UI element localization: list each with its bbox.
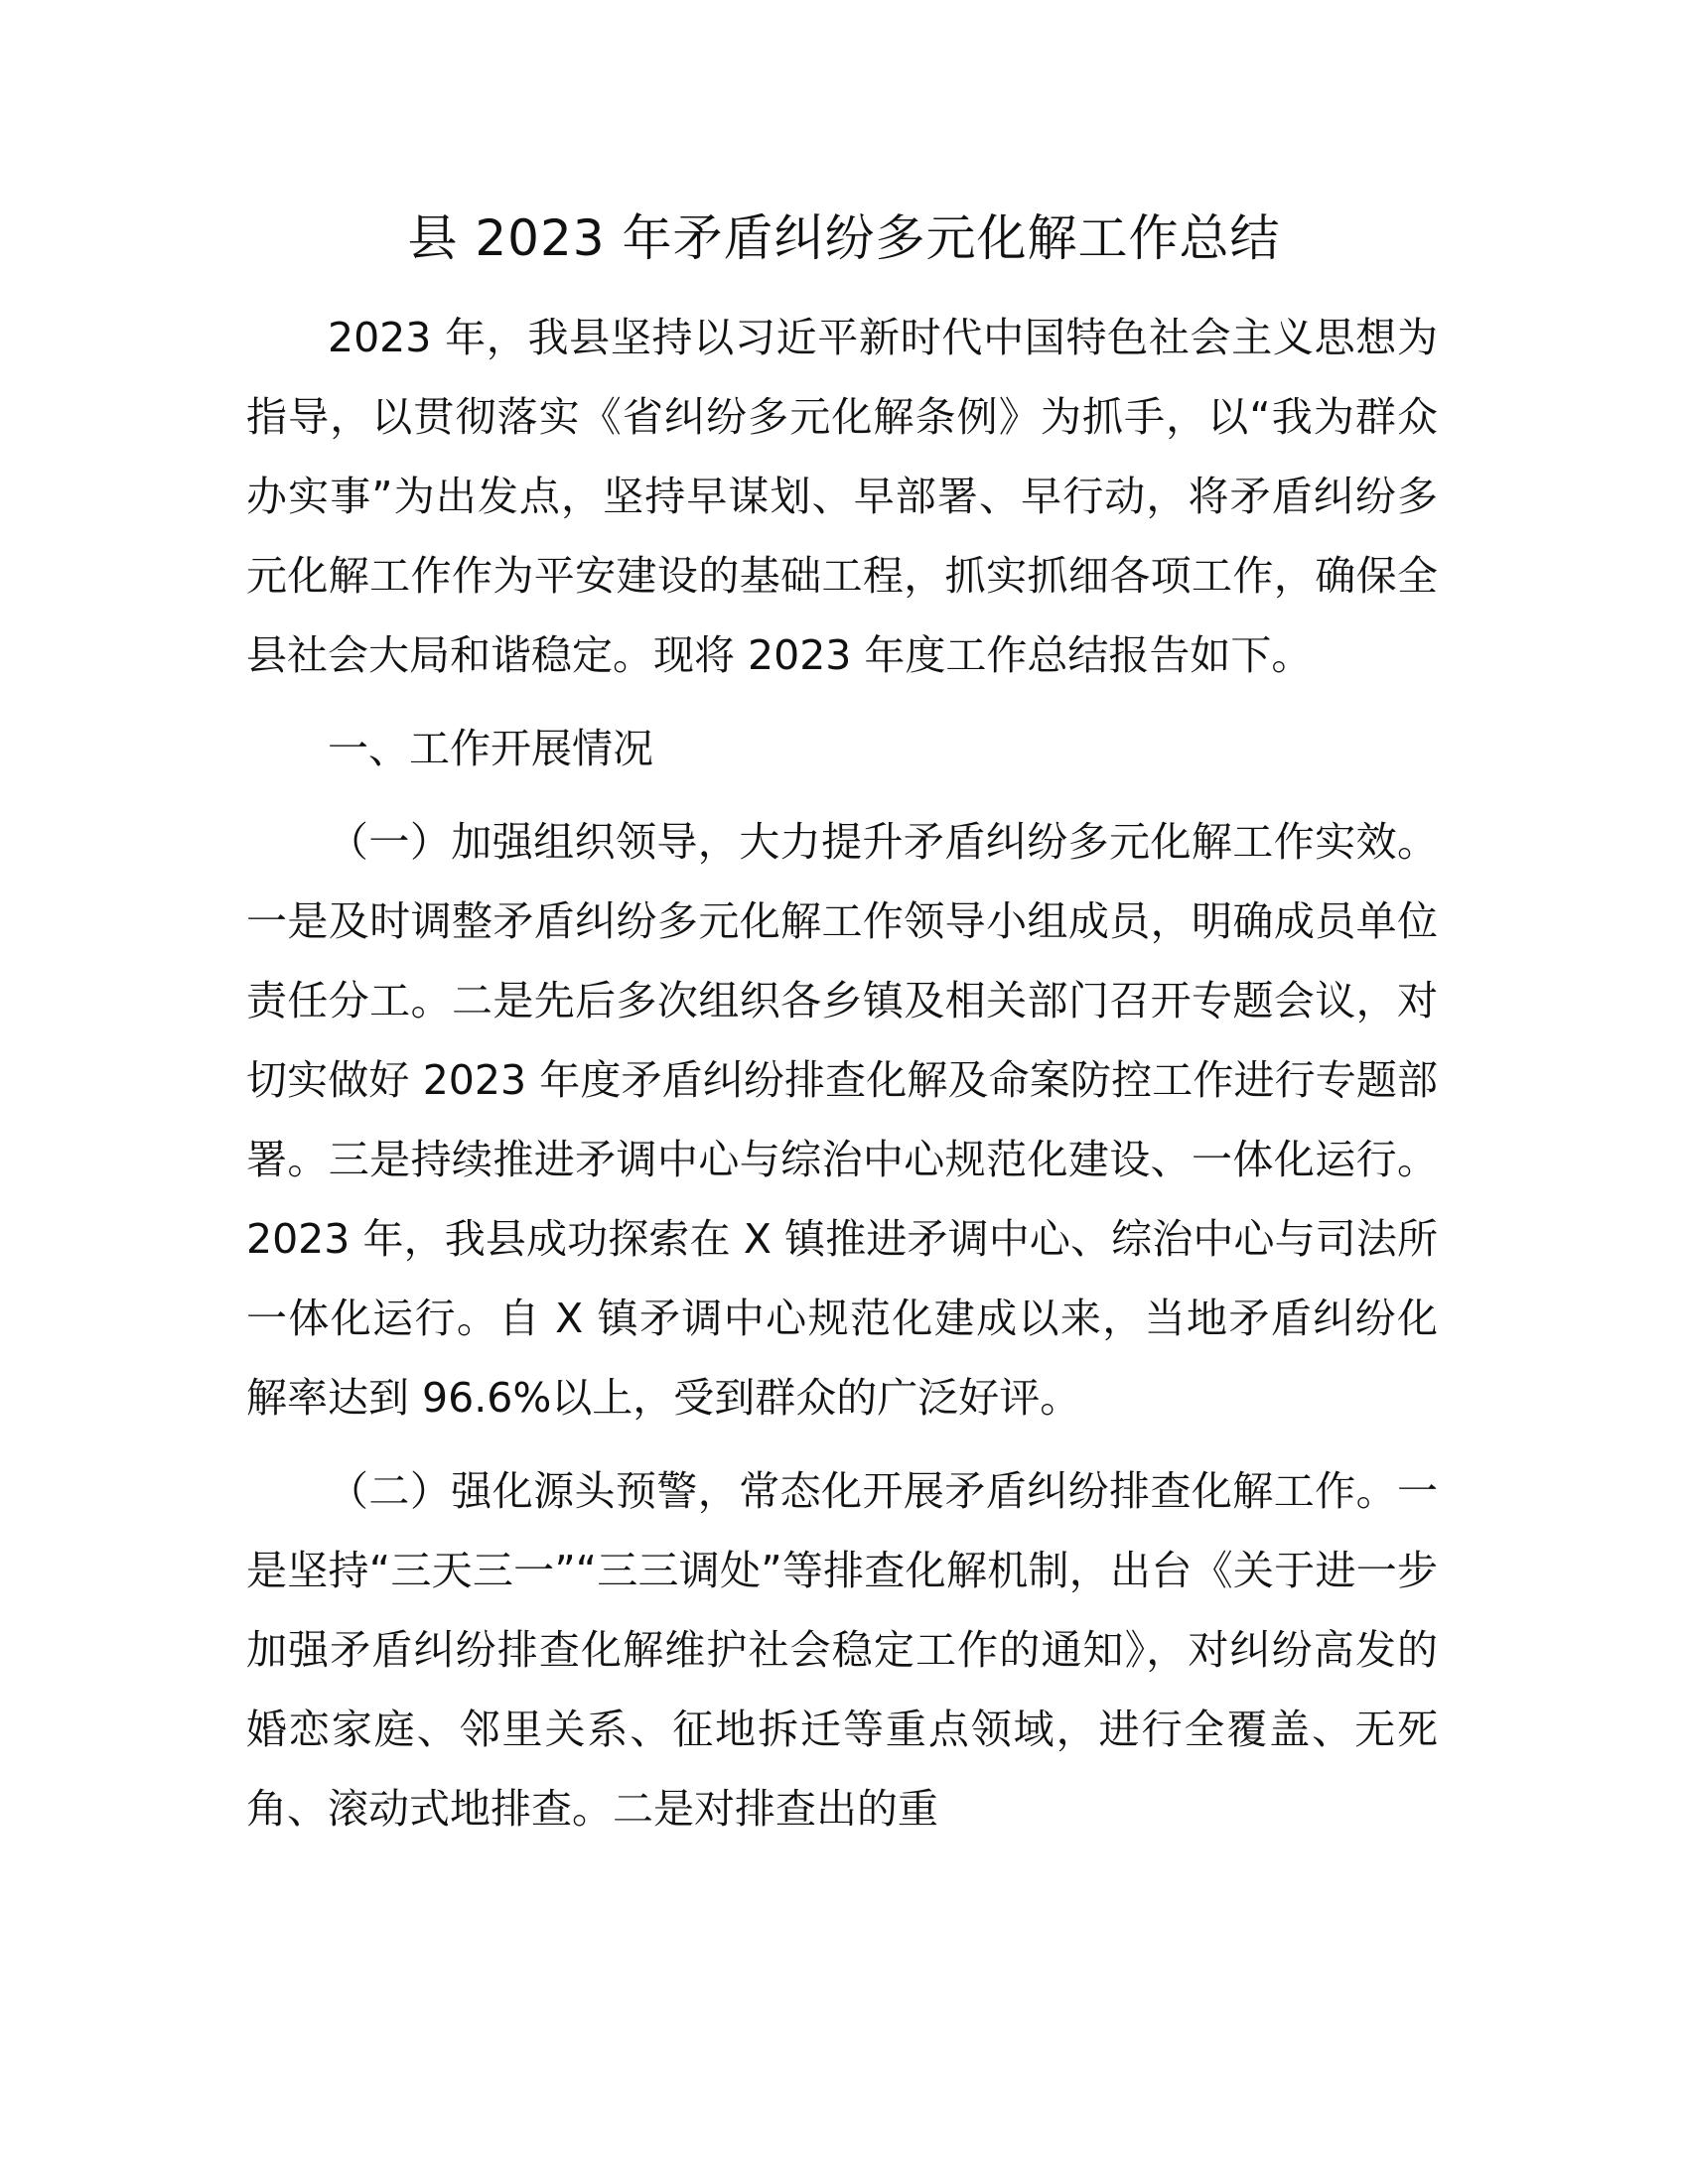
document-body (246, 298, 1438, 1862)
document-title: 县 2023 年矛盾纠纷多元化解工作总结 (407, 209, 1281, 267)
subsection-paragraph-1: （一）加强组织领导，大力提升矛盾纠纷多元化解工作实效。一是及时调整矛盾纠纷多元化解工作领导小组成员，明确成员单位责任分工。二是先后多次组织各乡镇及相关部门召开专题会议，对切实做好 2023 年度矛盾纠纷排查化解及命案防控工作进行专题部署。三是持续推进矛调中心与综治中心规范化建设、一体化运行。2023 年，我县成功探索在 X 镇推进矛调中心、综治中心与司法所一体化运行。自 X 镇矛调中心规范化建成以来，当地矛盾纠纷化解率达到 96.6%以上，受到群众的广泛好评。 (246, 818, 1438, 1422)
intro-paragraph: 2023 年，我县坚持以习近平新时代中国特色社会主义思想为指导，以贯彻落实《省纠纷多元化解条例》为抓手，以“我为群众办实事”为出发点，坚持早谋划、早部署、早行动，将矛盾纠纷多元化解工作作为平安建设的基础工程，抓实抓细各项工作，确保全县社会大局和谐稳定。现将 2023 年度工作总结报告如下。 (246, 314, 1438, 679)
section-heading: 一、工作开展情况 (328, 725, 653, 772)
subsection-paragraph-2: （二）强化源头预警，常态化开展矛盾纠纷排查化解工作。一是坚持“三天三一”“三三调处”等排查化解机制，出台《关于进一步加强矛盾纠纷排查化解维护社会稳定工作的通知》，对纠纷高发的婚恋家庭、邻里关系、征地拆迁等重点领域，进行全覆盖、无死角、滚动式地排查。二是对排查出的重 (246, 1467, 1438, 1833)
